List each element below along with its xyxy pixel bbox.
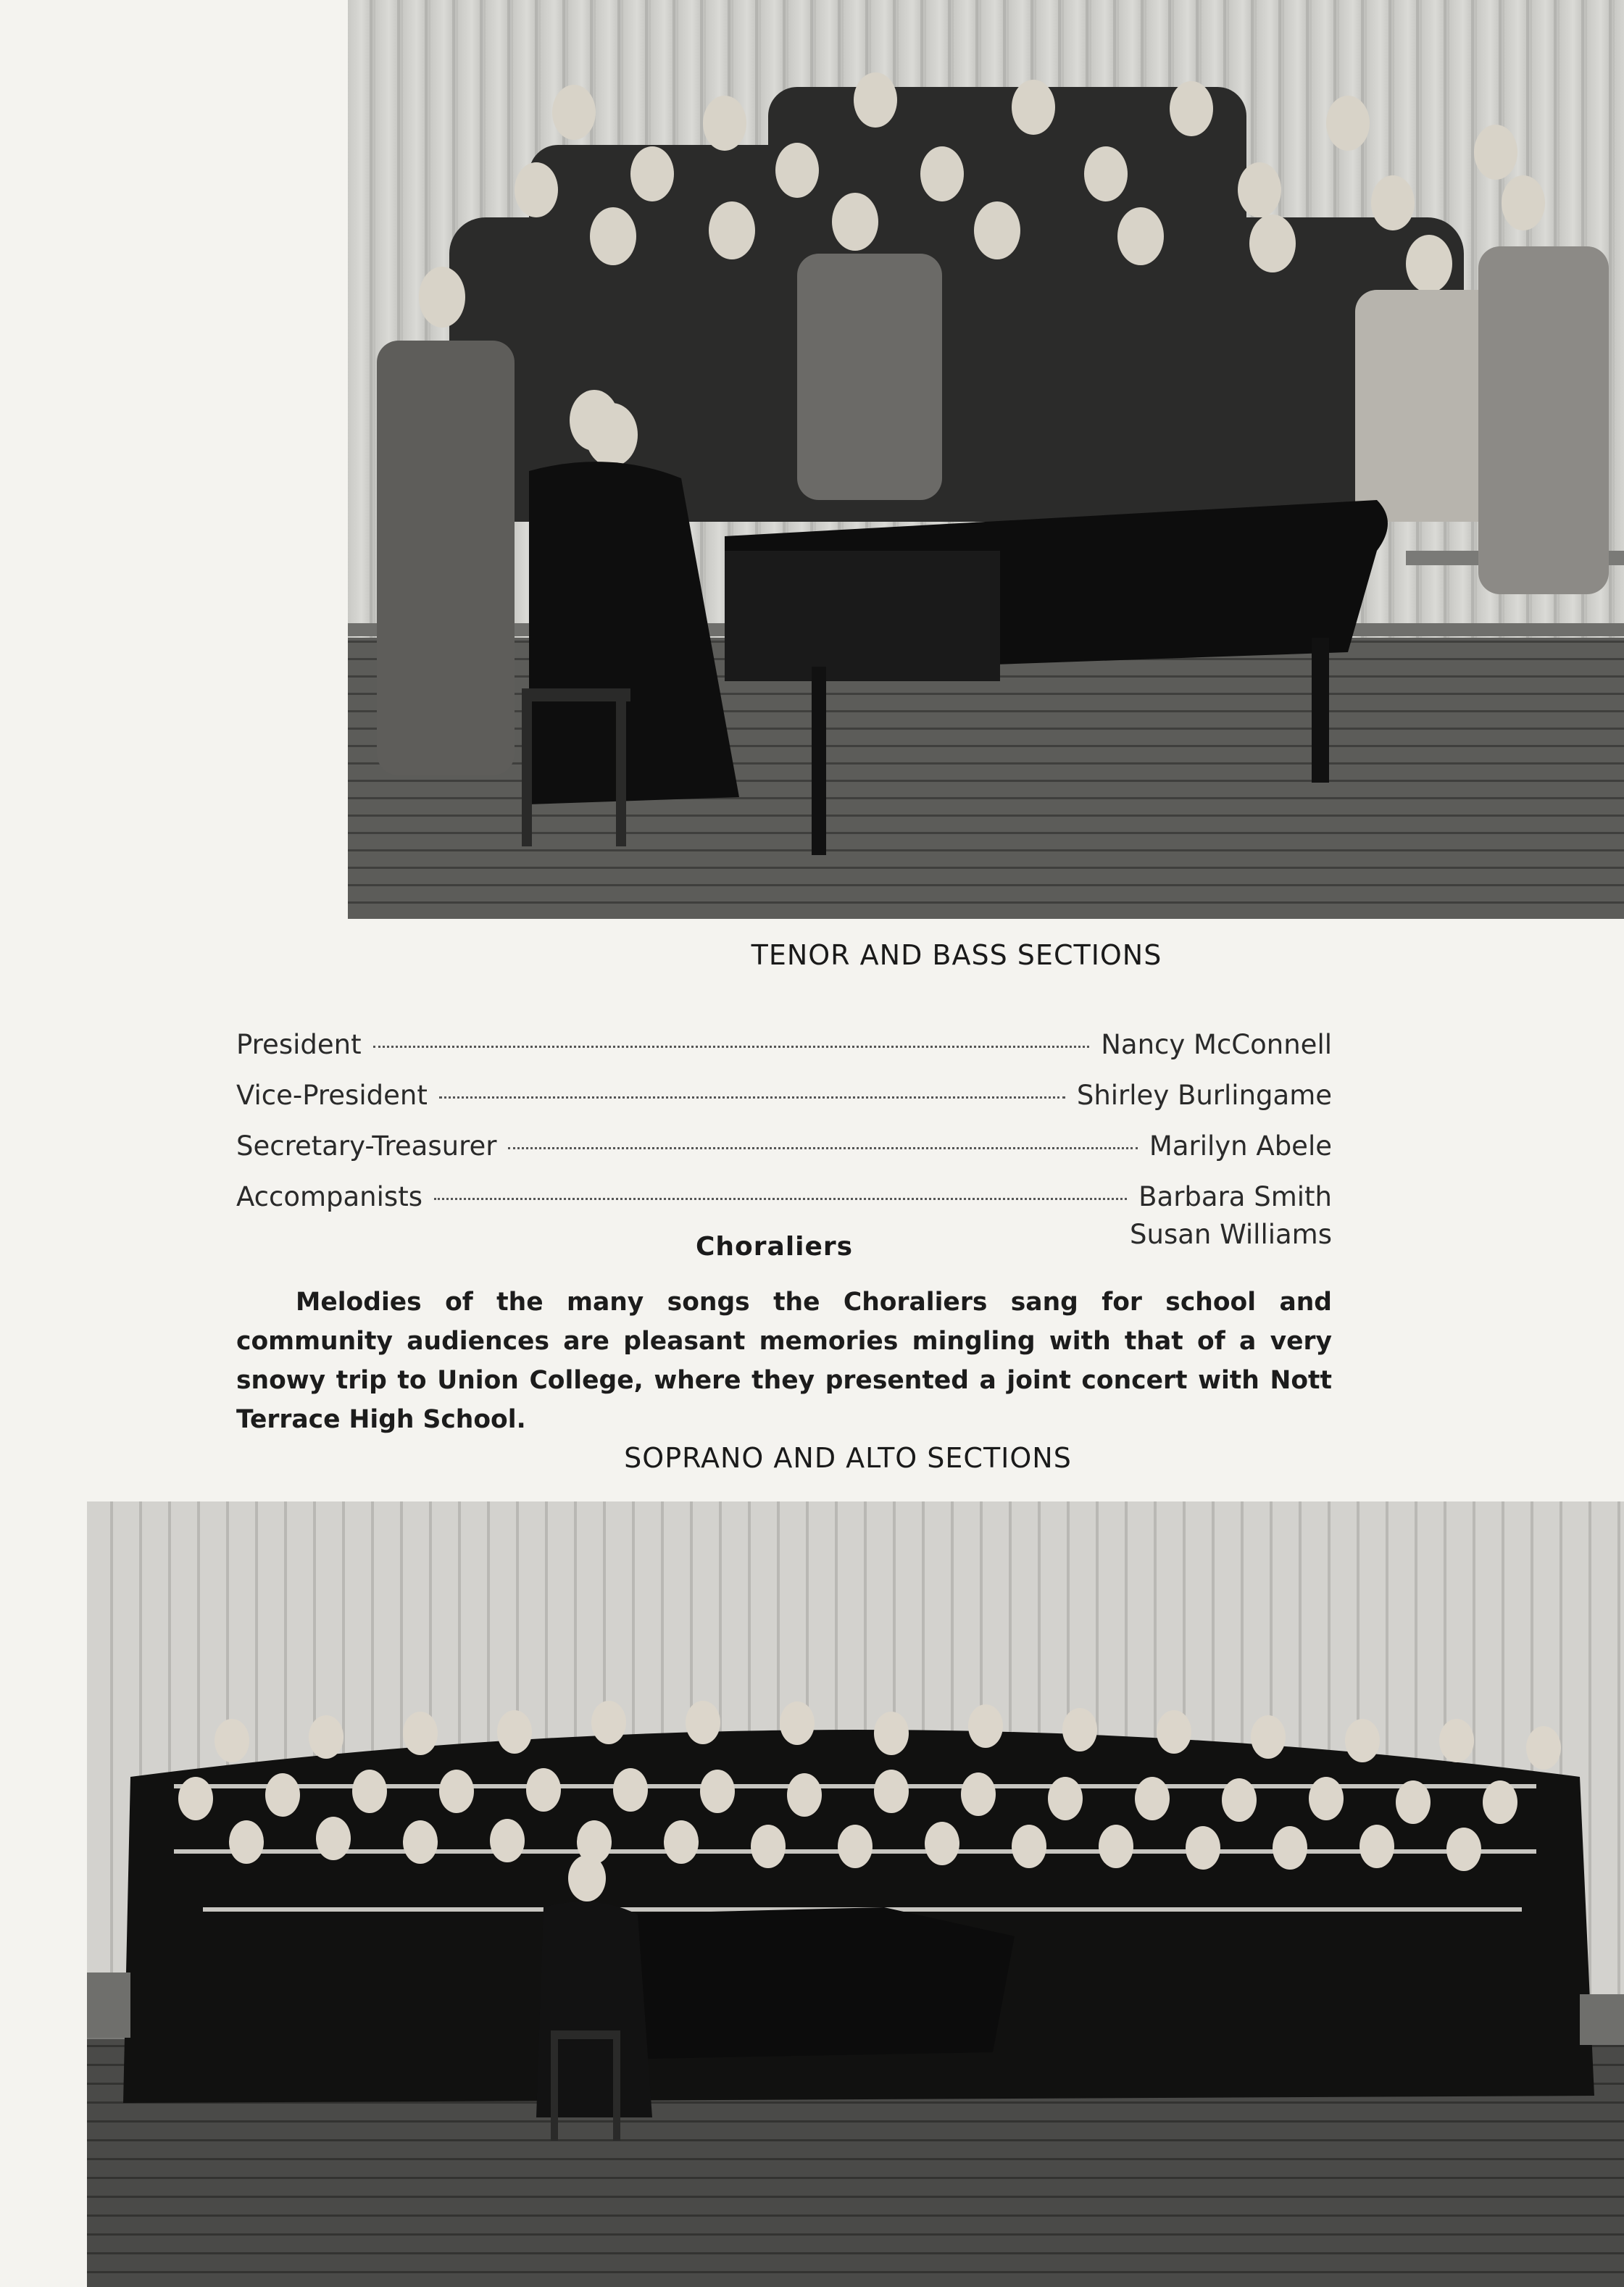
officer-row-president	[236, 1029, 1332, 1080]
dot-leader	[434, 1198, 1127, 1200]
officer-name: Shirley Burlingame	[1076, 1080, 1332, 1111]
officer-role: Secretary-Treasurer	[236, 1130, 497, 1162]
soprano-alto-caption: SOPRANO AND ALTO SECTIONS	[624, 1442, 1072, 1474]
section-title: Choraliers	[696, 1232, 854, 1262]
officer-name: Marilyn Abele	[1149, 1130, 1332, 1162]
description-paragraph: Melodies of the many songs the Choraliers sang for school and community audiences are pleasant memories mingling with that of a very snowy trip to Union College, where they presented a joint concert with Nott Terrace High School.	[236, 1288, 1332, 1434]
dot-leader	[508, 1147, 1137, 1149]
officer-row-secretary-treasurer	[236, 1130, 1332, 1181]
dot-leader	[439, 1096, 1065, 1099]
soprano-alto-photo	[87, 1501, 1624, 2287]
dot-leader	[373, 1046, 1090, 1048]
tenor-bass-photo	[348, 0, 1624, 919]
officer-row-vice-president	[236, 1080, 1332, 1130]
officer-name: Barbara Smith	[1138, 1181, 1332, 1212]
officer-name: Nancy McConnell	[1101, 1029, 1332, 1060]
officer-role: Vice-President	[236, 1080, 428, 1111]
officer-role: President	[236, 1029, 362, 1060]
soprano-alto-photo-drawing	[87, 1501, 1624, 2287]
tenor-bass-photo-drawing	[348, 0, 1624, 919]
officer-role: Accompanists	[236, 1181, 422, 1212]
tenor-bass-caption: TENOR AND BASS SECTIONS	[751, 939, 1162, 971]
second-accompanist-name: Susan Williams	[1130, 1219, 1332, 1250]
